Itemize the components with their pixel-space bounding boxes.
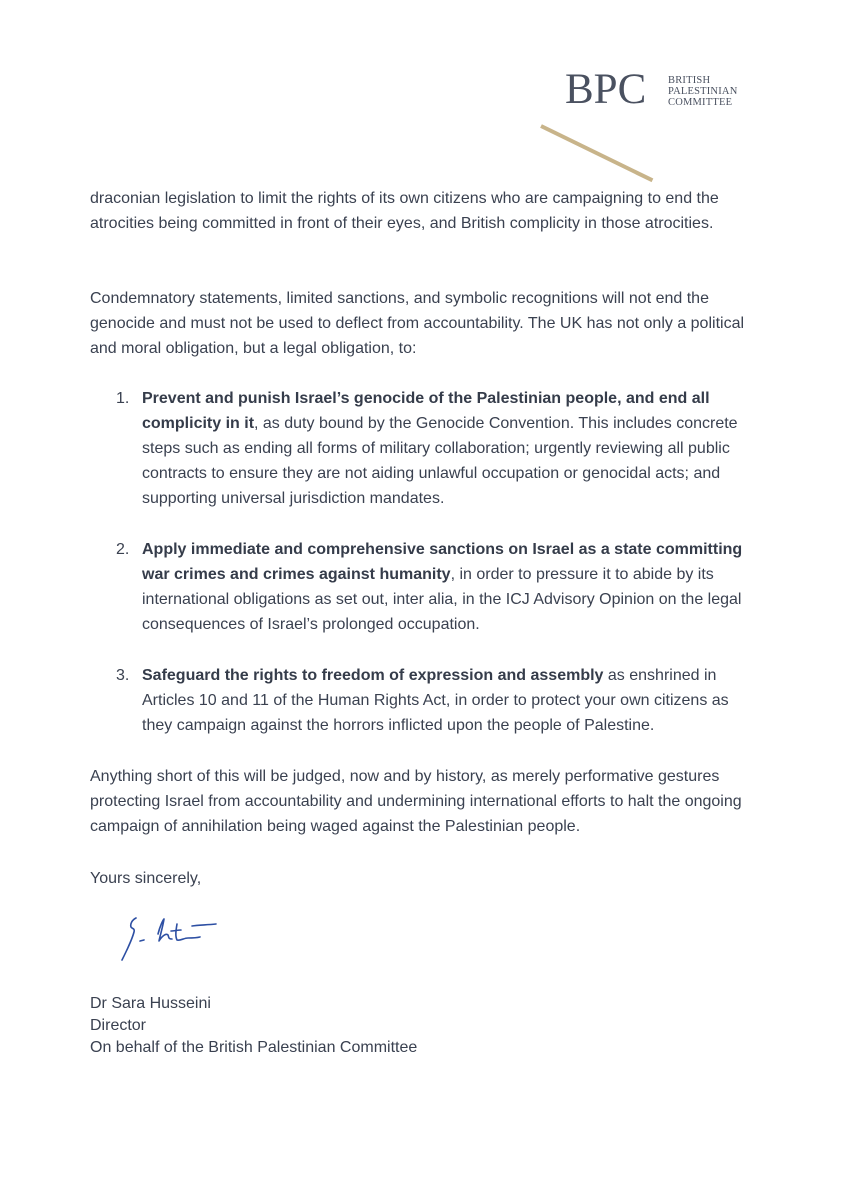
signatory-organization: On behalf of the British Palestinian Committee bbox=[90, 1039, 418, 1056]
list-item-bold: Prevent and punish Israel’s genocide of the Palestinian people, and end all complicity in it bbox=[142, 390, 710, 432]
list-item-text: , as duty bound by the Genocide Convention. This includes concrete steps such as ending all forms of military collaboration; urgently reviewing all public contracts to ensure they are not aiding unlawful occupation or genocidal acts; and supporting universal jurisdiction mandates. bbox=[142, 415, 738, 507]
list-item-bold: Safeguard the rights to freedom of expression and assembly bbox=[142, 667, 604, 684]
signatory-title: Director bbox=[90, 1017, 147, 1034]
handwritten-signature bbox=[114, 908, 224, 968]
paragraph-draconian-legislation: draconian legislation to limit the rights of its own citizens who are campaigning to end the atrocities being committed in front of their eyes, and British complicity in those atrocities. bbox=[90, 190, 719, 232]
list-number: 2. bbox=[116, 541, 130, 558]
logo-line-committee: COMMITTEE bbox=[668, 97, 733, 108]
paragraph-anything-short: Anything short of this will be judged, now and by history, as merely performative gestures protecting Israel from accountability and undermining international efforts to halt the ongoing campaign of annihilation being waged against the Palestinian people. bbox=[90, 768, 742, 835]
list-number: 3. bbox=[116, 667, 130, 684]
logo-line-british: BRITISH bbox=[668, 75, 711, 86]
logo-mark: BPC bbox=[565, 66, 647, 113]
list-item bbox=[90, 663, 758, 738]
logo-wordmark bbox=[668, 75, 737, 108]
list-number: 1. bbox=[116, 390, 130, 407]
logo-line-palestinian: PALESTINIAN bbox=[668, 86, 738, 97]
list-item bbox=[90, 386, 758, 511]
list-item-text: as enshrined in Articles 10 and 11 of the Human Rights Act, in order to protect your own citizens as they campaign against the horrors inflicted upon the people of Palestine. bbox=[142, 667, 729, 734]
paragraph-condemnatory-statements: Condemnatory statements, limited sanctions, and symbolic recognitions will not end the genocide and must not be used to deflect from accountability. The UK has not only a political and moral obligation, but a legal obligation, to: bbox=[90, 290, 745, 357]
list-item-bold: Apply immediate and comprehensive sanctions on Israel as a state committing war crimes and crimes against humanity bbox=[142, 541, 743, 583]
signatory-block bbox=[90, 993, 417, 1059]
list-item-text: , in order to pressure it to abide by its international obligations as set out, inter alia, in the ICJ Advisory Opinion on the legal consequences of Israel’s prolonged occupation. bbox=[142, 566, 742, 633]
closing-salutation: Yours sincerely, bbox=[90, 870, 202, 887]
signatory-name: Dr Sara Husseini bbox=[90, 995, 211, 1012]
list-item bbox=[90, 537, 758, 637]
